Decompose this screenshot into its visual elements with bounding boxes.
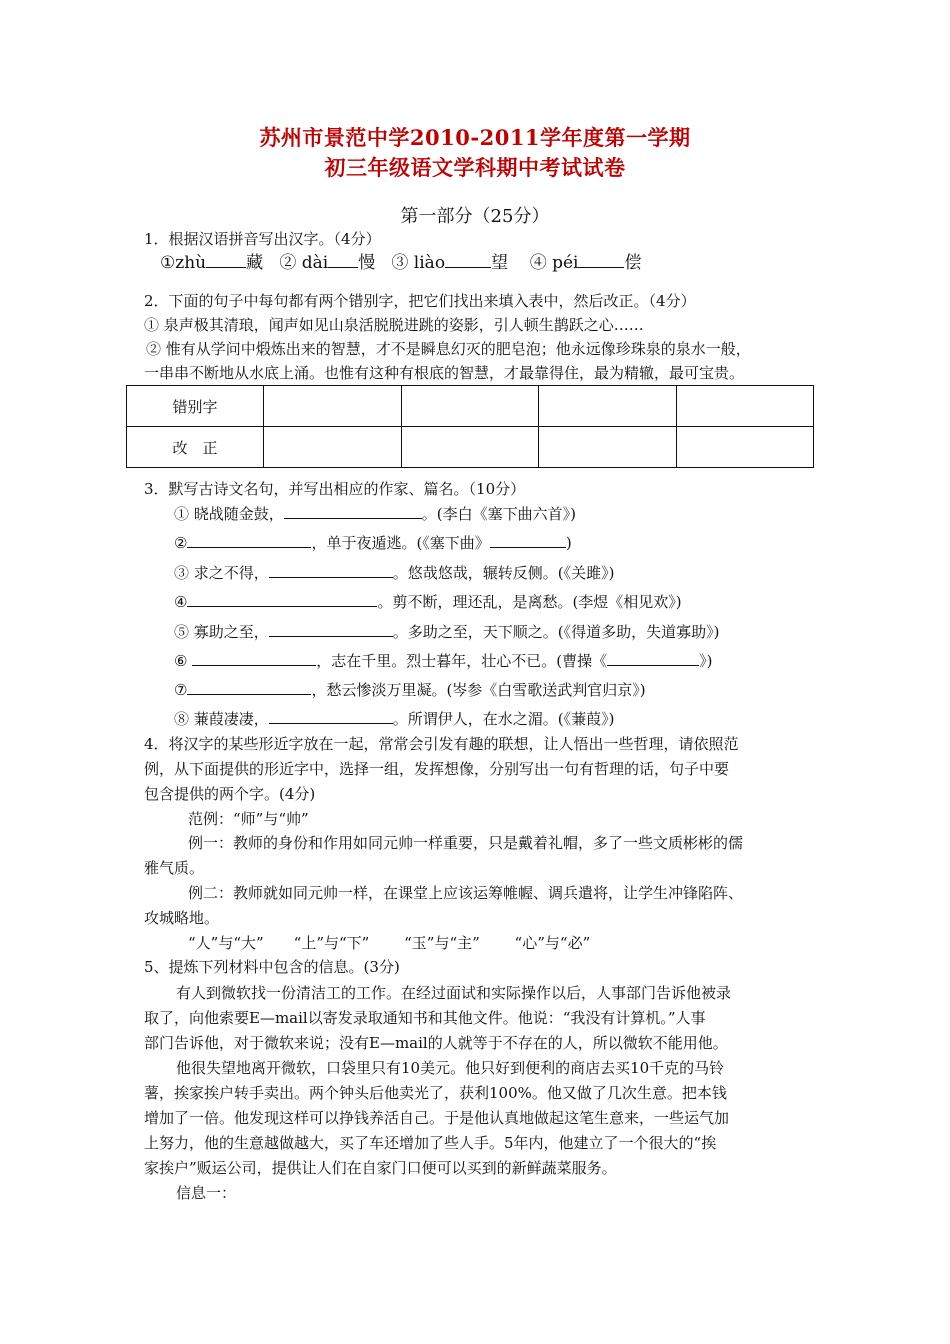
q4-choices: “人”与“大” “上”与“下” “玉”与“主” “心”与“必” [188, 934, 591, 952]
q1-item-1-char: 藏 [246, 253, 264, 273]
table-cell[interactable] [539, 386, 677, 427]
q3-line-7 [174, 679, 646, 701]
q5-para2-line4: 上努力，他的生意越做越大，买了车还增加了些人手。5年内，他建立了一个很大的“挨 [144, 1134, 717, 1152]
q3-line-3-source: 。悠哉悠哉，辗转反侧。(《关雎》) [392, 564, 615, 582]
q3-line-1 [174, 503, 576, 525]
q3-line-6-text: ⑥ [174, 652, 193, 670]
q5-para2-line5: 家挨户”贩运公司，提供让人们在自家门口便可以买到的新鲜蔬菜服务。 [144, 1159, 617, 1177]
table-label-correct: 改 正 [127, 427, 264, 468]
q2-sentence-2b: 一串串不断地从水底上涌。也惟有这种有根底的智慧，才最靠得住，最为精辙，最可宝贵。 [144, 364, 745, 382]
q3-line-5-text: ⑤ 寡助之至， [174, 623, 269, 641]
q5-para1-line2: 取了，向他索要E—mail以寄发录取通知书和其他文件。他说：“我没有计算机。”人事 [144, 1009, 706, 1027]
exam-title-line1: 苏州市景范中学2010-2011学年度第一学期 [259, 125, 691, 150]
table-label-wrong: 错别字 [127, 386, 264, 427]
q3-line-5-blank[interactable] [269, 622, 393, 637]
q3-line-1-text: ① 晓战随金鼓， [174, 505, 284, 523]
table-cell[interactable] [401, 386, 539, 427]
q3-line-6-blank[interactable] [192, 651, 316, 666]
q3-line-6-title-blank[interactable] [607, 651, 699, 666]
q1-item-4-pinyin: ④ péi [529, 253, 579, 273]
q3-line-5 [174, 621, 720, 643]
q1-item-1-blank[interactable] [206, 253, 246, 268]
table-cell[interactable] [676, 427, 814, 468]
q3-line-2-author-blank[interactable] [490, 533, 566, 548]
q4-stem-line-1: 4．将汉字的某些形近字放在一起，常常会引发有趣的联想，让人悟出一些哲理，请依照范 [144, 735, 739, 753]
q3-line-7-source: ，愁云惨淡万里凝。(岑参《白雪歌送武判官归京》) [311, 681, 646, 699]
q3-line-2 [174, 532, 572, 554]
q1-items [160, 252, 641, 274]
q4-example-2a: 例二：教师就如同元帅一样，在课堂上应该运筹帷幄、调兵遣将，让学生冲锋陷阵、 [188, 884, 744, 902]
q5-para1-line3: 部门告诉他，对于微软来说；没有E—mail的人就等于不存在的人，所以微软不能用他。 [144, 1034, 728, 1052]
q5-info-1-label: 信息一： [176, 1184, 237, 1202]
q1-item-2-blank[interactable] [328, 253, 358, 268]
q3-line-8 [174, 708, 615, 730]
q4-example-2b: 攻城略地。 [144, 909, 220, 927]
q5-para2-line3: 增加了一倍。他发现这样可以挣钱养活自己。于是他认真地做起这笔生意来，一些运气加 [144, 1109, 730, 1127]
q3-line-3-text: ③ 求之不得， [174, 564, 269, 582]
table-cell[interactable] [539, 427, 677, 468]
table-row [127, 427, 814, 468]
q5-para2-line2: 薯，挨家挨户转手卖出。两个钟头后他卖光了，获利100%。他又做了几次生意。把本钱 [144, 1084, 727, 1102]
q3-line-4 [174, 591, 682, 613]
q4-example-1b: 雅气质。 [144, 859, 205, 877]
q3-line-8-blank[interactable] [269, 709, 393, 724]
q3-line-3-blank[interactable] [269, 563, 393, 578]
q5-para2-line1: 他很失望地离开微软，口袋里只有10美元。他只好到便利的商店去买10千克的马铃 [176, 1059, 725, 1077]
q3-line-4-text: ④ [174, 593, 188, 611]
q3-line-1-source: 。(李白《塞下曲六首》) [421, 505, 576, 523]
q3-stem: 3．默写古诗文名句，并写出相应的作家、篇名。（10分） [144, 480, 526, 498]
q3-line-2-close: ) [565, 534, 572, 552]
q4-example: 范例：“师”与“帅” [188, 810, 309, 828]
q2-sentence-1: ① 泉声极其清琅，闻声如见山泉活脱脱进跳的姿影，引人顿生鹊跃之心…… [144, 316, 644, 334]
q2-sentence-2a: ② 惟有从学问中煅炼出来的智慧，才不是瞬息幻灭的肥皂泡；他永远像珍珠泉的泉水一般， [146, 340, 751, 358]
table-cell[interactable] [676, 386, 814, 427]
q1-item-3-blank[interactable] [445, 253, 491, 268]
q3-line-7-blank[interactable] [187, 680, 311, 695]
q3-line-4-source: 。剪不断，理还乱，是离愁。(李煜《相见欢》) [377, 593, 682, 611]
q3-line-4-blank[interactable] [187, 592, 377, 607]
q1-item-2-pinyin: ② dài [279, 253, 329, 273]
q4-stem-line-2: 例，从下面提供的形近字中，选择一组，发挥想像，分别写出一句有哲理的话，句子中要 [144, 760, 730, 778]
table-cell[interactable] [264, 427, 402, 468]
q3-line-2-text: ② [174, 534, 188, 552]
q1-stem: 1．根据汉语拼音写出汉字。（4分） [144, 230, 381, 248]
q1-item-4-char: 偿 [624, 253, 642, 273]
table-cell[interactable] [264, 386, 402, 427]
q3-line-8-text: ⑧ 蒹葭凄凄， [174, 710, 269, 728]
q5-stem: 5、提炼下列材料中包含的信息。(3分) [144, 958, 400, 976]
q3-line-8-source: 。所谓伊人，在水之湄。(《蒹葭》) [392, 710, 615, 728]
q5-para1-line1: 有人到微软找一份清洁工的工作。在经过面试和实际操作以后，人事部门告诉他被录 [176, 984, 732, 1002]
q3-line-2-blank[interactable] [187, 533, 311, 548]
q1-item-1-pinyin: ①zhù [160, 253, 207, 273]
correction-table [126, 385, 814, 468]
q3-line-1-blank[interactable] [284, 504, 422, 519]
q3-line-2-source: ，单于夜遁逃。(《塞下曲》 [311, 534, 490, 552]
q1-item-4-blank[interactable] [578, 253, 624, 268]
q3-line-6 [174, 650, 712, 672]
table-row [127, 386, 814, 427]
q3-line-5-source: 。多助之至，天下顺之。(《得道多助，失道寡助》) [392, 623, 720, 641]
q3-line-6-source: ，志在千里。烈士暮年，壮心不已。(曹操《 [316, 652, 608, 670]
table-cell[interactable] [401, 427, 539, 468]
part-heading: 第一部分（25分） [400, 206, 550, 227]
exam-title-line2: 初三年级语文学科期中考试试卷 [324, 155, 626, 180]
q3-line-6-close: 》) [699, 652, 713, 670]
q3-line-3 [174, 562, 615, 584]
q3-line-7-text: ⑦ [174, 681, 188, 699]
q2-stem: 2．下面的句子中每句都有两个错别字，把它们找出来填入表中，然后改正。（4分） [144, 292, 696, 310]
q4-example-1a: 例一：教师的身份和作用如同元帅一样重要，只是戴着礼帽，多了一些文质彬彬的儒 [188, 834, 744, 852]
q1-item-2-char: 慢 [358, 253, 376, 273]
q4-stem-line-3: 包含提供的两个字。(4分) [144, 785, 316, 803]
q1-item-3-pinyin: ③ liào [391, 253, 446, 273]
q1-item-3-char: 望 [491, 253, 509, 273]
